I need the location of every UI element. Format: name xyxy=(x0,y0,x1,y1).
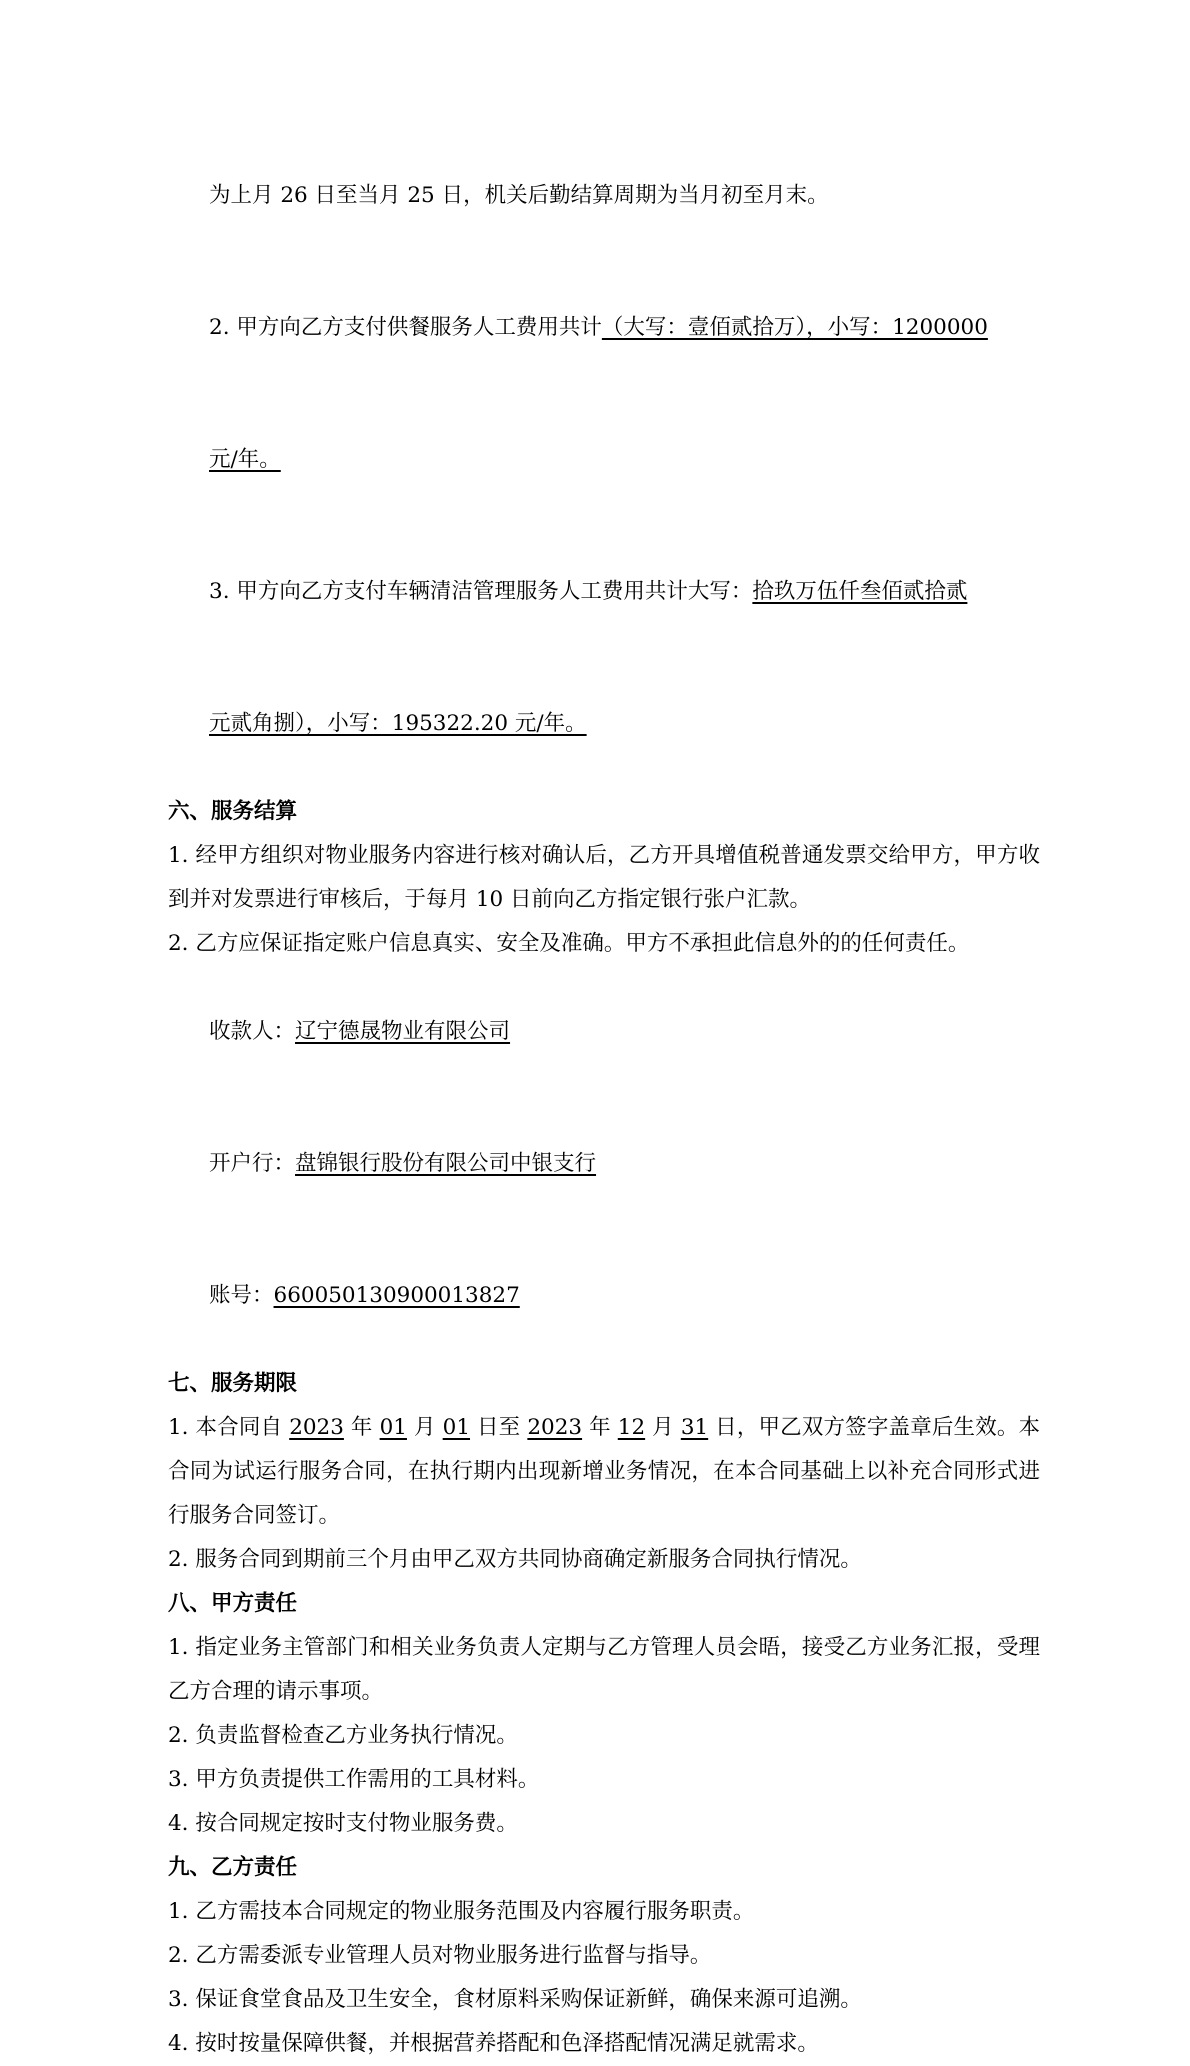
heading-section-nine: 九、乙方责任 xyxy=(168,1855,298,1880)
heading-section-six: 六、服务结算 xyxy=(168,799,298,824)
text-meal-fee-prefix: 2. 甲方向乙方支付供餐服务人工费用共计 xyxy=(209,315,602,340)
document-body xyxy=(168,130,1040,2066)
text-meal-fee-amount-words: （大写：壹佰贰拾万），小写：1200000 xyxy=(601,315,988,340)
text-vehicle-fee-amount-words: 拾玖万伍仟叁佰贰拾贰 xyxy=(752,579,968,604)
paragraph-party-b-1: 1. 乙方需技本合同规定的物业服务范围及内容履行服务职责。 xyxy=(168,1899,755,1924)
text-meal-fee-unit: 元/年。 xyxy=(209,447,281,472)
value-start-day: 01 xyxy=(442,1415,471,1440)
value-end-day: 31 xyxy=(680,1415,709,1440)
paragraph-term-2: 2. 服务合同到期前三个月由甲乙双方共同协商确定新服务合同执行情况。 xyxy=(168,1547,862,1572)
paragraph-vehicle-fee-1 xyxy=(168,526,1040,658)
field-bank xyxy=(168,1098,1040,1230)
label-account: 账号： xyxy=(209,1283,274,1308)
paragraph-party-a-3: 3. 甲方负责提供工作需用的工具材料。 xyxy=(168,1767,540,1792)
unit-year-end: 年 xyxy=(582,1415,618,1440)
heading-section-eight: 八、甲方责任 xyxy=(168,1591,298,1616)
paragraph-vehicle-fee-2 xyxy=(168,658,1040,790)
paragraph-party-a-1: 1. 指定业务主管部门和相关业务负责人定期与乙方管理人员会晤，接受乙方业务汇报，受理乙方合理的请示事项。 xyxy=(168,1635,1040,1704)
unit-month-end: 月 xyxy=(645,1415,681,1440)
value-account: 660050130900013827 xyxy=(273,1283,520,1308)
label-payee: 收款人： xyxy=(209,1019,296,1044)
value-start-month: 01 xyxy=(379,1415,407,1440)
field-payee xyxy=(168,966,1040,1098)
paragraph-party-b-2: 2. 乙方需委派专业管理人员对物业服务进行监督与指导。 xyxy=(168,1943,712,1968)
value-end-month: 12 xyxy=(617,1415,646,1440)
unit-year-start: 年 xyxy=(343,1415,380,1440)
text-vehicle-fee-amount-digits: 元贰角捌），小写：195322.20 元/年。 xyxy=(209,711,587,736)
paragraph-meal-fee-2 xyxy=(168,394,1040,526)
paragraph-party-a-2: 2. 负责监督检查乙方业务执行情况。 xyxy=(168,1723,518,1748)
paragraph-party-b-3: 3. 保证食堂食品及卫生安全，食材原料采购保证新鲜，确保来源可追溯。 xyxy=(168,1987,862,2012)
paragraph-party-b-4: 4. 按时按量保障供餐，并根据营养搭配和色泽搭配情况满足就需求。 xyxy=(168,2031,819,2056)
unit-day-start: 日至 xyxy=(470,1415,528,1440)
heading-section-seven: 七、服务期限 xyxy=(168,1371,298,1396)
paragraph-party-a-4: 4. 按合同规定按时支付物业服务费。 xyxy=(168,1811,518,1836)
text-term-suffix: 日，甲乙双方签字盖章后生效。本合同为试运行服务合同，在执行期内出现新增业务情况，在本合同基础上以补充合同形式进行服务合同签订。 xyxy=(168,1415,1041,1528)
paragraph-settlement-cycle xyxy=(168,130,1040,262)
field-account xyxy=(168,1230,1040,1362)
paragraph-settlement-1: 1. 经甲方组织对物业服务内容进行核对确认后，乙方开具增值税普通发票交给甲方，甲方收到并对发票进行审核后，于每月 10 日前向乙方指定银行张户汇款。 xyxy=(168,843,1040,912)
value-bank: 盘锦银行股份有限公司中银支行 xyxy=(295,1151,597,1176)
text-settlement-cycle: 为上月 26 日至当月 25 日，机关后勤结算周期为当月初至月末。 xyxy=(209,183,829,208)
paragraph-settlement-2: 2. 乙方应保证指定账户信息真实、安全及准确。甲方不承担此信息外的的任何责任。 xyxy=(168,931,970,956)
value-start-year: 2023 xyxy=(289,1415,344,1440)
paragraph-term-1 xyxy=(168,1406,1040,1538)
paragraph-meal-fee-1 xyxy=(168,262,1040,394)
value-payee: 辽宁德晟物业有限公司 xyxy=(295,1019,511,1044)
value-end-year: 2023 xyxy=(527,1415,583,1440)
unit-month-start: 月 xyxy=(406,1415,443,1440)
text-vehicle-fee-prefix: 3. 甲方向乙方支付车辆清洁管理服务人工费用共计大写： xyxy=(209,579,753,604)
label-bank: 开户行： xyxy=(209,1151,296,1176)
text-term-prefix: 1. 本合同自 xyxy=(168,1415,290,1440)
